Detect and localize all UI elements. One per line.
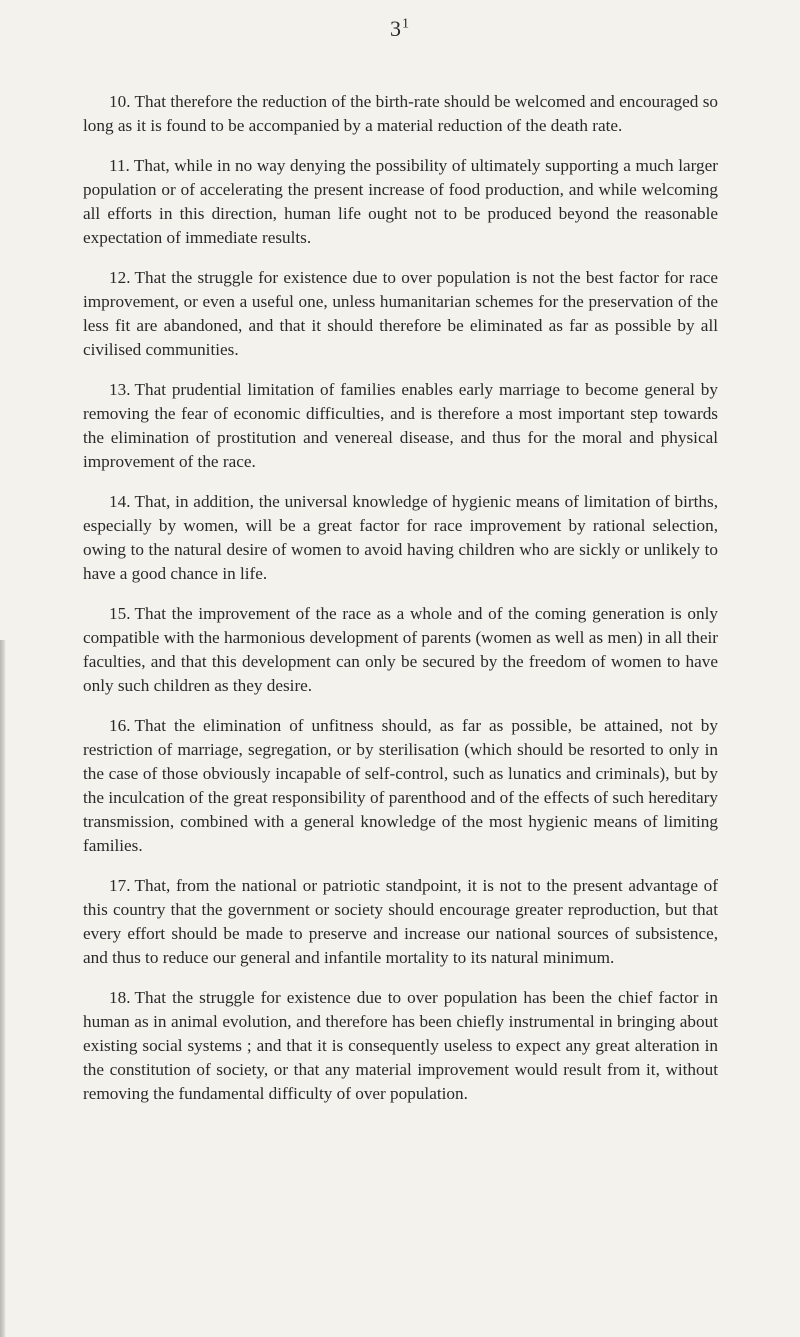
resolution-number: 15. [109, 604, 131, 623]
page-number-superscript: 1 [402, 16, 410, 32]
resolution-number: 18. [109, 988, 131, 1007]
resolution-number: 16. [109, 716, 131, 735]
resolution-number: 17. [109, 876, 131, 895]
resolution-number: 12. [109, 268, 131, 287]
resolution-14 [83, 490, 718, 586]
resolution-text: That, while in no way denying the possibility of ultimately supporting a much larger population or of accelerating the present increase of food production, and while welcoming all efforts in this direction, human life ought not to be produced beyond the reasonable expectation of immediate results. [83, 156, 718, 247]
resolution-13 [83, 378, 718, 474]
resolution-text: That therefore the reduction of the birth-rate should be welcomed and encouraged so long as it is found to be accompanied by a material reduction of the death rate. [83, 92, 718, 135]
resolution-text: That the struggle for existence due to over population is not the best factor for race improvement, or even a useful one, unless humanitarian schemes for the preservation of the less fit are abandoned, and that it should therefore be eliminated as far as possible by all civilised communities. [83, 268, 718, 359]
resolution-text: That the struggle for existence due to over population has been the chief factor in human as in animal evolution, and therefore has been chiefly instrumental in bringing about existing social systems ; and that it is consequently useless to expect any great alteration in the constitution of society, or that any material improvement would result from it, without removing the fundamental difficulty of over population. [83, 988, 718, 1103]
resolution-text: That, from the national or patriotic standpoint, it is not to the present advantage of this country that the government or society should encourage greater reproduction, but that every effort should be made to preserve and increase our national sources of subsistence, and thus to reduce our general and infantile mortality to its natural minimum. [83, 876, 718, 967]
resolutions-list [83, 90, 718, 1122]
resolution-10 [83, 90, 718, 138]
resolution-17 [83, 874, 718, 970]
resolution-number: 10. [109, 92, 131, 111]
resolution-number: 11. [109, 156, 130, 175]
page-number-main: 3 [390, 16, 402, 41]
resolution-11 [83, 154, 718, 250]
resolution-number: 13. [109, 380, 131, 399]
resolution-15 [83, 602, 718, 698]
resolution-16 [83, 714, 718, 858]
binding-shadow [0, 640, 6, 1337]
resolution-text: That prudential limitation of families enables early marriage to become general by removing the fear of economic difficulties, and is therefore a most important step towards the elimination of prostitution and venereal disease, and thus for the moral and physical improvement of the race. [83, 380, 718, 471]
resolution-text: That, in addition, the universal knowledge of hygienic means of limitation of births, especially by women, will be a great factor for race improvement by rational selection, owing to the natural desire of women to avoid having children who are sickly or unlikely to have a good chance in life. [83, 492, 718, 583]
resolution-text: That the elimination of unfitness should, as far as possible, be attained, not by restriction of marriage, segregation, or by sterilisation (which should be resorted to only in the case of those obviously incapable of self-control, such as lunatics and criminals), but by the inculcation of the great responsibility of parenthood and of the effects of such hereditary transmission, combined with a general knowledge of the most hygienic means of limiting families. [83, 716, 718, 855]
page-number [0, 16, 800, 42]
resolution-number: 14. [109, 492, 131, 511]
resolution-text: That the improvement of the race as a whole and of the coming generation is only compatible with the harmonious development of parents (women as well as men) in all their faculties, and that this development can only be secured by the freedom of women to have only such children as they desire. [83, 604, 718, 695]
resolution-18 [83, 986, 718, 1106]
resolution-12 [83, 266, 718, 362]
